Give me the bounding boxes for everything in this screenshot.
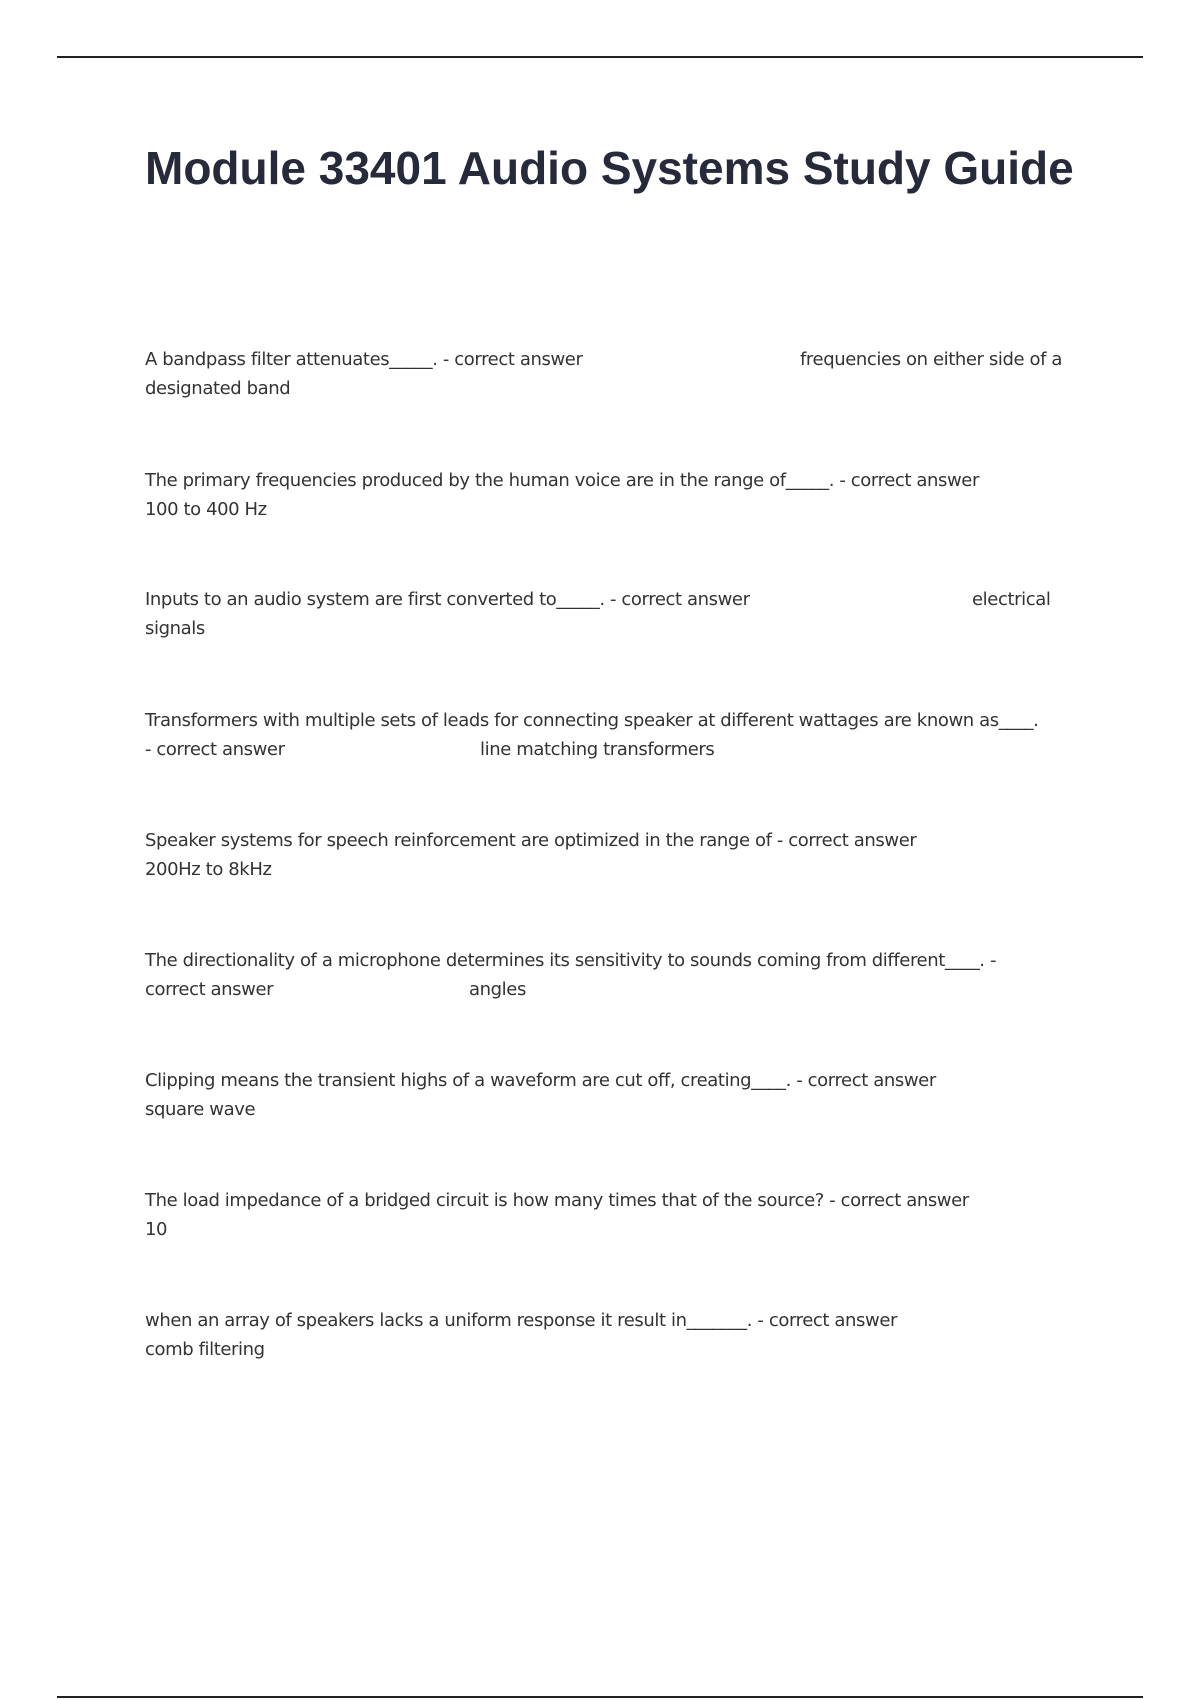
top-rule [57, 56, 1143, 58]
qa-item-9 [145, 1306, 1105, 1364]
answer-text: frequencies on either side of a [800, 349, 1062, 370]
qa-item-1 [145, 345, 1105, 403]
answer-text-continued: signals [145, 618, 205, 639]
answer-text: line matching transformers [480, 739, 715, 760]
question-text-continued: - correct answer [145, 739, 285, 760]
question-text: Clipping means the transient highs of a waveform are cut off, creating____. - correct answer [145, 1070, 936, 1091]
qa-item-3 [145, 585, 1105, 643]
answer-text: 10 [145, 1219, 168, 1240]
question-text: The primary frequencies produced by the human voice are in the range of_____. - correct answer [145, 470, 979, 491]
document-title: Module 33401 Audio Systems Study Guide [145, 142, 1074, 194]
question-text: Transformers with multiple sets of leads for connecting speaker at different wattages are known as____. [145, 710, 1039, 731]
question-text: The directionality of a microphone determines its sensitivity to sounds coming from different____. - [145, 950, 997, 971]
answer-text: comb filtering [145, 1339, 265, 1360]
answer-text: angles [469, 979, 526, 1000]
qa-item-5 [145, 826, 1105, 884]
question-text-continued: correct answer [145, 979, 274, 1000]
bottom-rule [57, 1696, 1143, 1698]
question-text: The load impedance of a bridged circuit is how many times that of the source? - correct answer [145, 1190, 969, 1211]
qa-item-8 [145, 1186, 1105, 1244]
answer-text: square wave [145, 1099, 256, 1120]
answer-text: electrical [972, 589, 1051, 610]
question-text: Speaker systems for speech reinforcement are optimized in the range of - correct answer [145, 830, 917, 851]
question-text: A bandpass filter attenuates_____. - correct answer [145, 349, 583, 370]
qa-item-4 [145, 706, 1105, 764]
qa-item-7 [145, 1066, 1105, 1124]
qa-item-2 [145, 466, 1105, 524]
answer-text: 100 to 400 Hz [145, 499, 267, 520]
answer-text-continued: designated band [145, 378, 291, 399]
question-text: Inputs to an audio system are first converted to_____. - correct answer [145, 589, 750, 610]
question-text: when an array of speakers lacks a uniform response it result in_______. - correct answer [145, 1310, 897, 1331]
answer-text: 200Hz to 8kHz [145, 859, 272, 880]
qa-item-6 [145, 946, 1105, 1004]
